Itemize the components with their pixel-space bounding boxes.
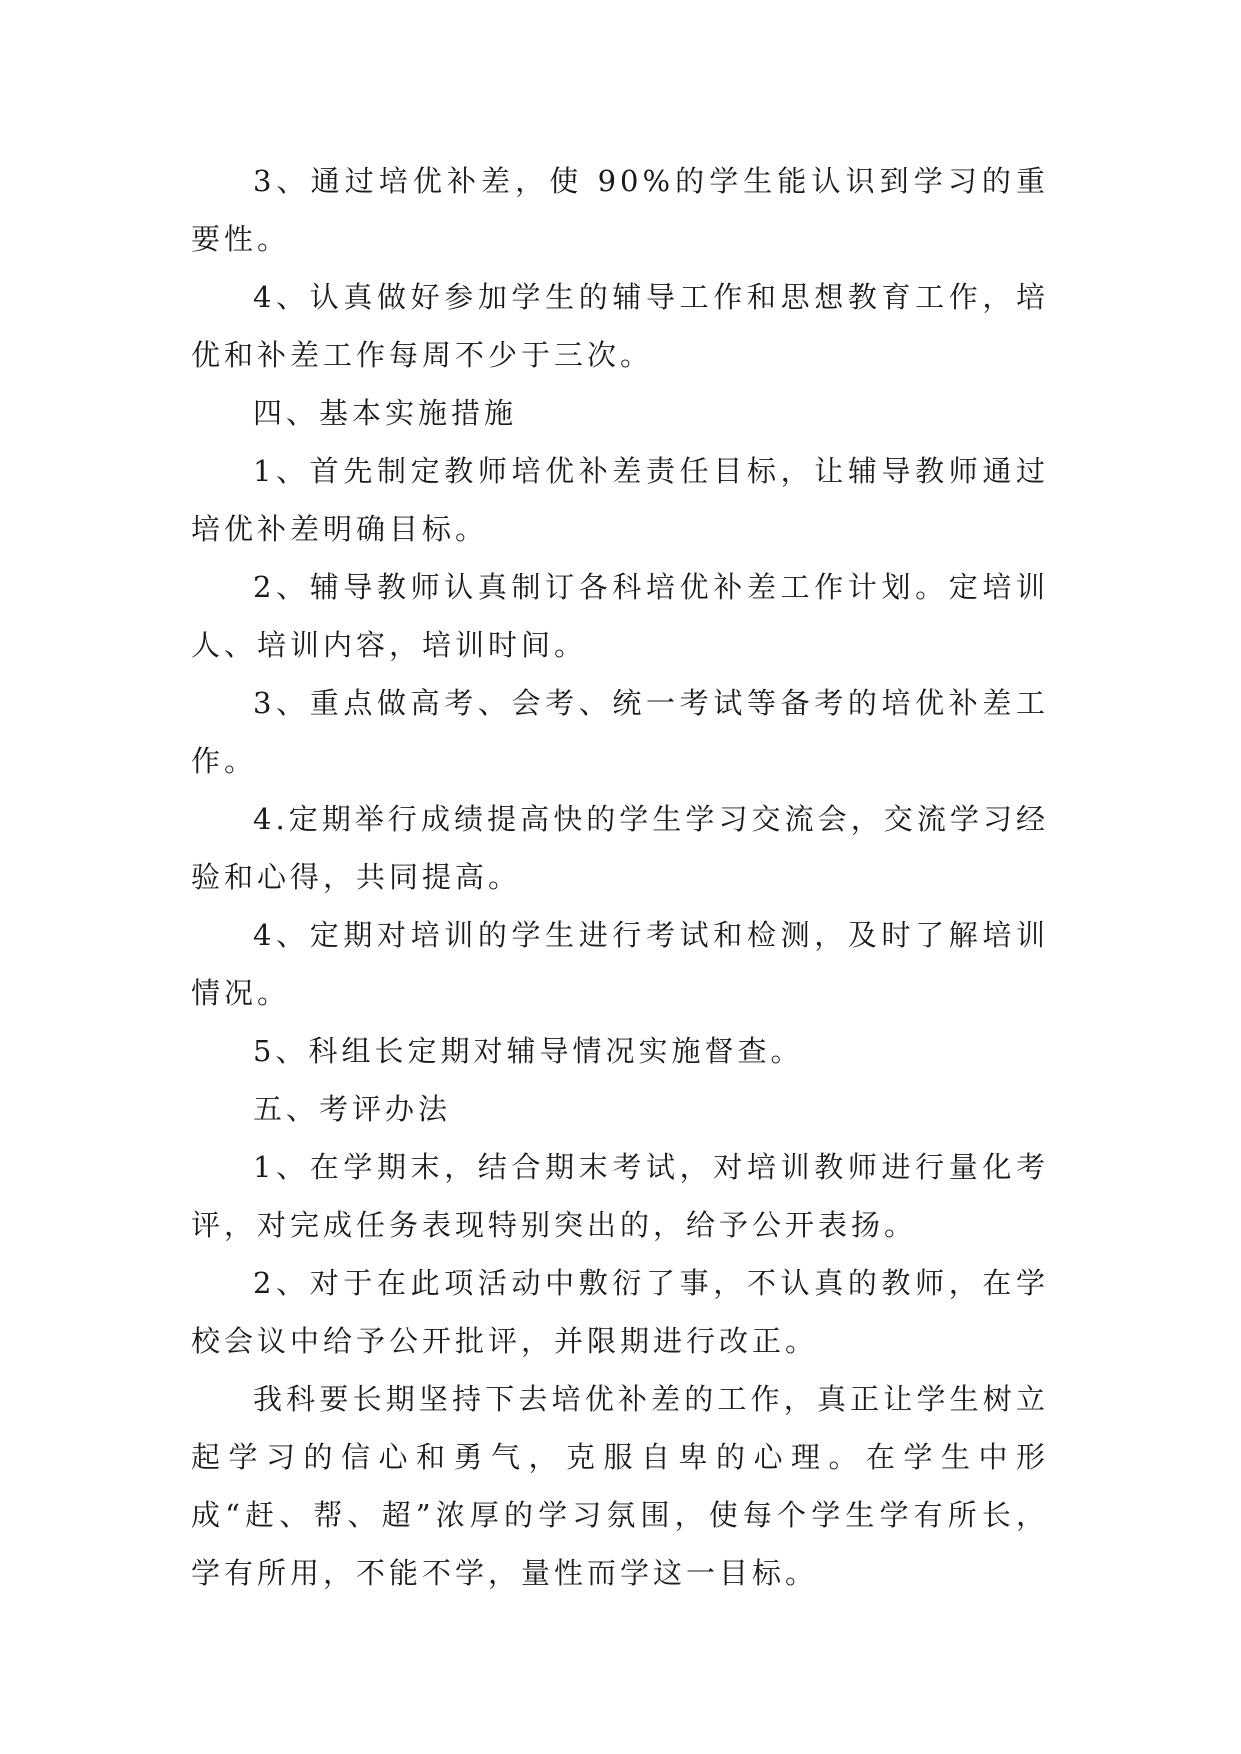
paragraph-conclusion: 我科要长期坚持下去培优补差的工作，真正让学生树立起学习的信心和勇气，克服自卑的心理。在学生中形成“赶、帮、超”浓厚的学习氛围，使每个学生学有所长，学有所用，不能不学，量性而学这一目标。 — [191, 1382, 1049, 1590]
section-heading-evaluation: 五、考评办法 — [253, 1092, 452, 1126]
paragraph-measure-2: 2、辅导教师认真制订各科培优补差工作计划。定培训人、培训内容，培训时间。 — [191, 570, 1049, 662]
paragraph-goal-4: 4、认真做好参加学生的辅导工作和思想教育工作，培优和补差工作每周不少于三次。 — [191, 280, 1049, 372]
document-body — [191, 152, 1049, 1602]
section-heading-measures: 四、基本实施措施 — [253, 396, 518, 430]
paragraph-goal-3: 3、通过培优补差，使 90%的学生能认识到学习的重要性。 — [191, 164, 1049, 256]
paragraph-measure-4-exchange: 4.定期举行成绩提高快的学生学习交流会，交流学习经验和心得，共同提高。 — [191, 802, 1049, 894]
paragraph-evaluation-2: 2、对于在此项活动中敷衍了事，不认真的教师，在学校会议中给予公开批评，并限期进行改正。 — [191, 1266, 1049, 1358]
paragraph-measure-4-testing: 4、定期对培训的学生进行考试和检测，及时了解培训情况。 — [191, 918, 1049, 1010]
paragraph-measure-5: 5、科组长定期对辅导情况实施督查。 — [253, 1034, 804, 1068]
paragraph-measure-3: 3、重点做高考、会考、统一考试等备考的培优补差工作。 — [191, 686, 1049, 778]
paragraph-measure-1: 1、首先制定教师培优补差责任目标，让辅导教师通过培优补差明确目标。 — [191, 454, 1049, 546]
paragraph-evaluation-1: 1、在学期末，结合期末考试，对培训教师进行量化考评，对完成任务表现特别突出的，给予公开表扬。 — [191, 1150, 1049, 1242]
